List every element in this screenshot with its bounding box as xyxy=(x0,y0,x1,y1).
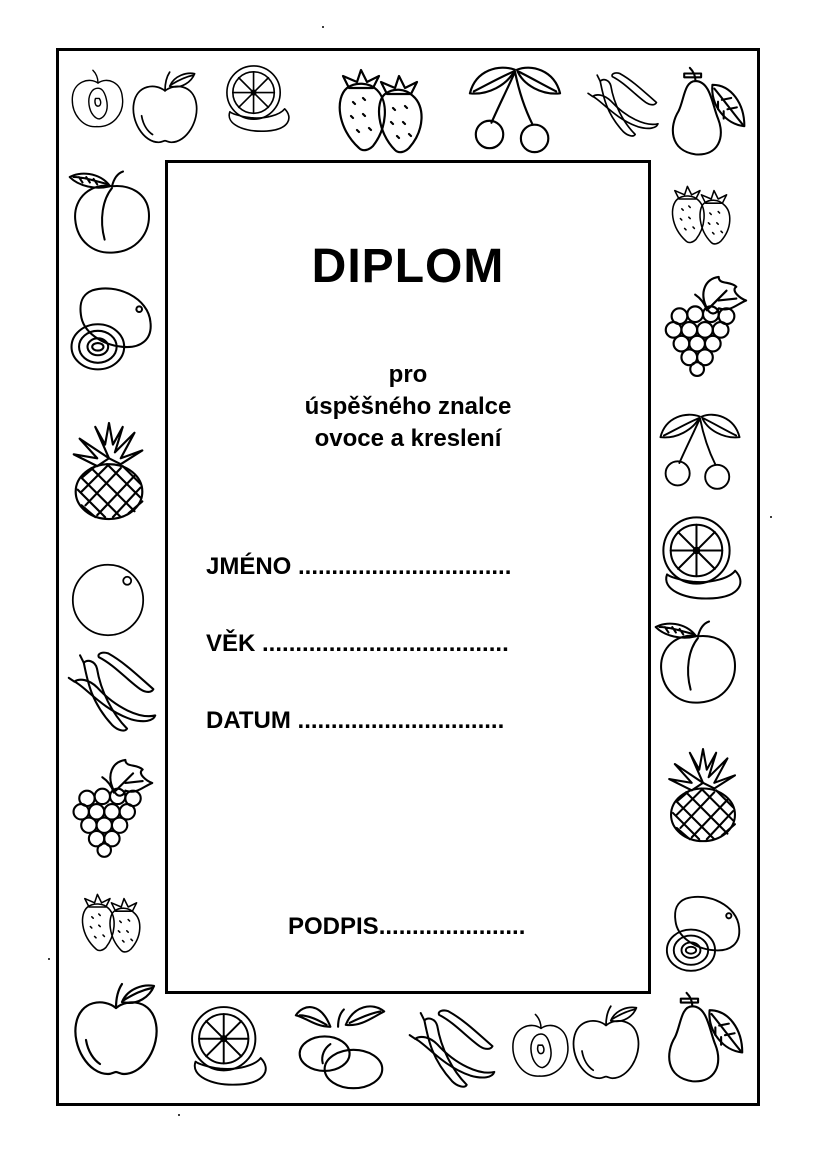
banana-icon xyxy=(582,66,664,142)
name-field[interactable]: JMÉNO ................................ xyxy=(206,553,512,580)
pear-icon xyxy=(652,984,748,1094)
apple-icon xyxy=(66,964,166,1096)
diploma-title: DIPLOM xyxy=(311,240,505,293)
diploma-subtitle xyxy=(168,359,648,455)
date-field[interactable]: DATUM ............................... xyxy=(206,707,505,734)
grapes-icon xyxy=(654,258,752,390)
apple-icon xyxy=(566,994,646,1092)
subtitle-line: ovoce a kreslení xyxy=(314,425,502,452)
diploma-inner-frame xyxy=(165,160,651,994)
strawberry-icon xyxy=(316,58,442,158)
peach-icon xyxy=(64,166,160,258)
orange-icon xyxy=(68,560,148,640)
banana-icon xyxy=(64,644,160,738)
banana-icon xyxy=(406,1000,498,1096)
pineapple-icon xyxy=(656,716,750,876)
scan-speck xyxy=(178,1114,180,1116)
pineapple-icon xyxy=(60,394,158,550)
scan-speck xyxy=(770,516,772,518)
pear-icon xyxy=(656,60,750,166)
strawberry-icon xyxy=(654,178,746,248)
subtitle-line: pro xyxy=(388,361,428,388)
scan-speck xyxy=(322,26,324,28)
cherries-icon xyxy=(452,60,578,158)
age-field[interactable]: VĚK ..................................... xyxy=(206,630,509,657)
kiwi-icon xyxy=(64,272,158,384)
cherries-icon xyxy=(650,408,750,494)
orange-slice-icon xyxy=(210,60,306,134)
scan-speck xyxy=(48,958,50,960)
apple-half-icon xyxy=(66,64,130,138)
strawberry-icon xyxy=(64,886,156,956)
grapes-icon xyxy=(62,742,158,870)
orange-half-icon xyxy=(660,890,746,976)
signature-field[interactable]: PODPIS...................... xyxy=(288,913,526,940)
subtitle-line: úspěšného znalce xyxy=(304,393,512,420)
plum-icon xyxy=(286,998,394,1094)
peach-icon xyxy=(650,616,746,708)
apple-icon xyxy=(126,58,204,158)
orange-slice-icon xyxy=(180,1000,278,1088)
orange-slice-icon xyxy=(654,510,750,602)
